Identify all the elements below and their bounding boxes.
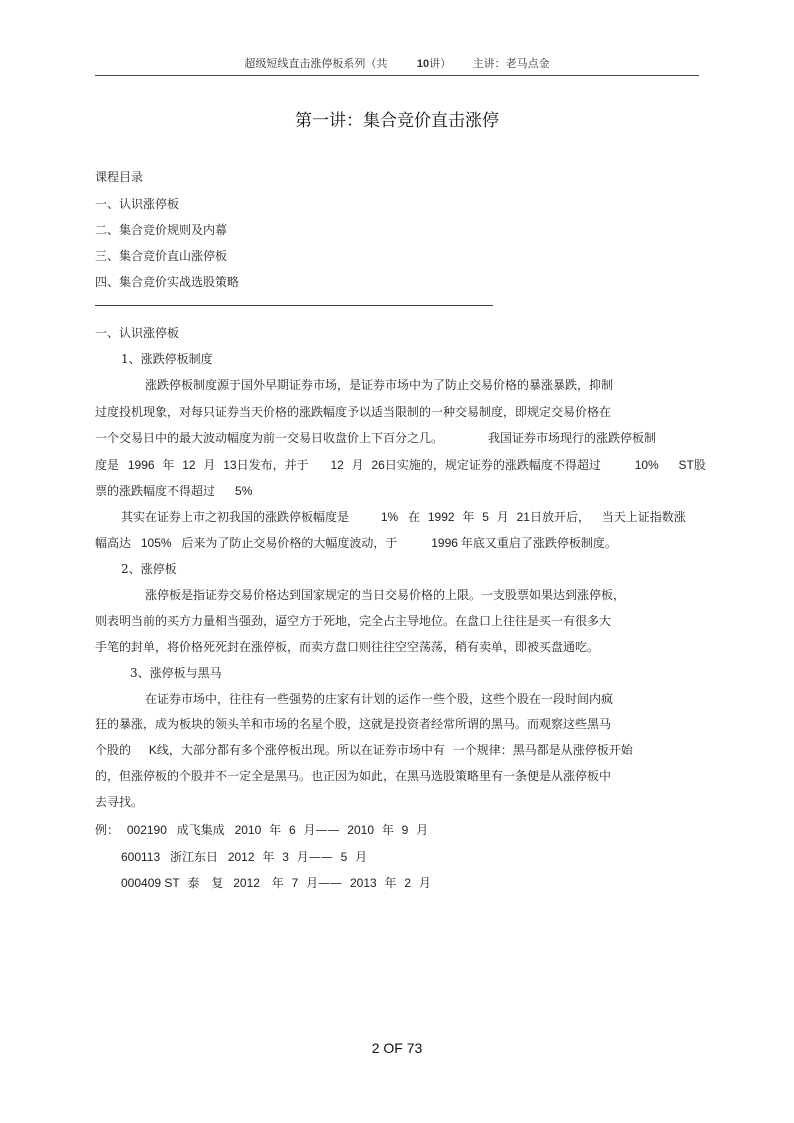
paragraph-line: 的，但涨停板的个股并不一定全是黑马。也正因为如此，在黑马选股策略里有一条便是从涨停板中 <box>95 769 612 783</box>
page-header <box>0 55 794 71</box>
toc-item: 四、集合竞价实战选股策略 <box>95 275 240 289</box>
header-rule <box>95 75 699 76</box>
toc-item: 二、集合竞价规则及内幕 <box>95 223 228 237</box>
paragraph-line: 手笔的封单，将价格死死封在涨停板，而卖方盘口则往往空空荡荡，稍有卖单，即被买盘通吃。 <box>95 640 600 654</box>
paragraph-line: 一个交易日中的最大波动幅度为前一交易日收盘价上下百分之几。 我国证券市场现行的涨跌停板制 <box>95 431 657 445</box>
toc-item: 三、集合竞价直山涨停板 <box>95 249 228 263</box>
subsection-heading: 3、涨停板与黑马 <box>130 666 222 680</box>
header-series: 超级短线直击涨停板系列（共 <box>244 57 388 70</box>
paragraph-line: 狂的暴涨，成为板块的领头羊和市场的名星个股，这就是投资者经常所谓的黑马。而观察这些黑马 <box>95 717 612 731</box>
paragraph-line: 度是 1996 年 12 月 13日发布，并于 12 月 26日实施的，规定证券的涨跌幅度不得超过 10% ST股 <box>95 458 706 472</box>
paragraph-line: 过度投机现象，对每只证券当天价格的涨跌幅度予以适当限制的一种交易制度，即规定交易价格在 <box>95 405 612 419</box>
paragraph-line: 去寻找。 <box>95 795 144 809</box>
example-label: 例： <box>95 823 120 837</box>
paragraph-line: 个股的 K线，大部分都有多个涨停板出现。所以在证券市场中有 一个规律：黑马都是从涨停板开始 <box>95 743 633 757</box>
toc-item: 一、认识涨停板 <box>95 197 180 211</box>
section-separator <box>95 305 493 306</box>
subsection-heading: 2、涨停板 <box>121 562 177 576</box>
paragraph-line: 票的涨跌幅度不得超过 5% <box>95 484 253 498</box>
paragraph-line: 涨跌停板制度源于国外早期证券市场，是证券市场中为了防止交易价格的暴涨暴跌，抑制 <box>145 378 614 392</box>
example-row: 600113 浙江东日 2012 年 3 月—— 5 月 <box>121 850 368 864</box>
paragraph-line: 幅高达 105% 后来为了防止交易价格的大幅度波动，于 1996 年底又重启了涨跌停板制度。 <box>95 536 617 550</box>
paragraph-line: 在证券市场中，往往有一些强势的庄家有计划的运作一些个股，这些个股在一段时间内疯 <box>145 692 614 706</box>
page-title: 第一讲：集合竞价直击涨停 <box>295 111 499 131</box>
subsection-heading: 1、涨跌停板制度 <box>121 352 213 366</box>
paragraph-line: 涨停板是指证券交易价格达到国家规定的当日交易价格的上限。一支股票如果达到涨停板， <box>145 588 626 602</box>
page-number: 2 OF 73 <box>371 1040 423 1056</box>
header-lecturer: 主讲：老马点金 <box>472 57 550 70</box>
header-unit: 讲） <box>429 57 452 70</box>
paragraph-line: 其实在证券上市之初我国的涨跌停板幅度是 1% 在 1992 年 5 月 21日放开后， 当天上证指数涨 <box>121 510 686 524</box>
header-count: 10 <box>416 58 430 70</box>
section-heading: 一、认识涨停板 <box>95 326 180 340</box>
toc-heading: 课程目录 <box>95 170 144 184</box>
example-row: 000409 ST 泰 复 2012 年 7 月—— 2013 年 2 月 <box>121 876 431 890</box>
example-row: 例： 002190 成飞集成 2010 年 6 月—— 2010 年 9 月 <box>95 823 429 837</box>
paragraph-line: 则表明当前的买方力量相当强劲，逼空方于死地，完全占主导地位。在盘口上往往是买一有很多大 <box>95 614 612 628</box>
